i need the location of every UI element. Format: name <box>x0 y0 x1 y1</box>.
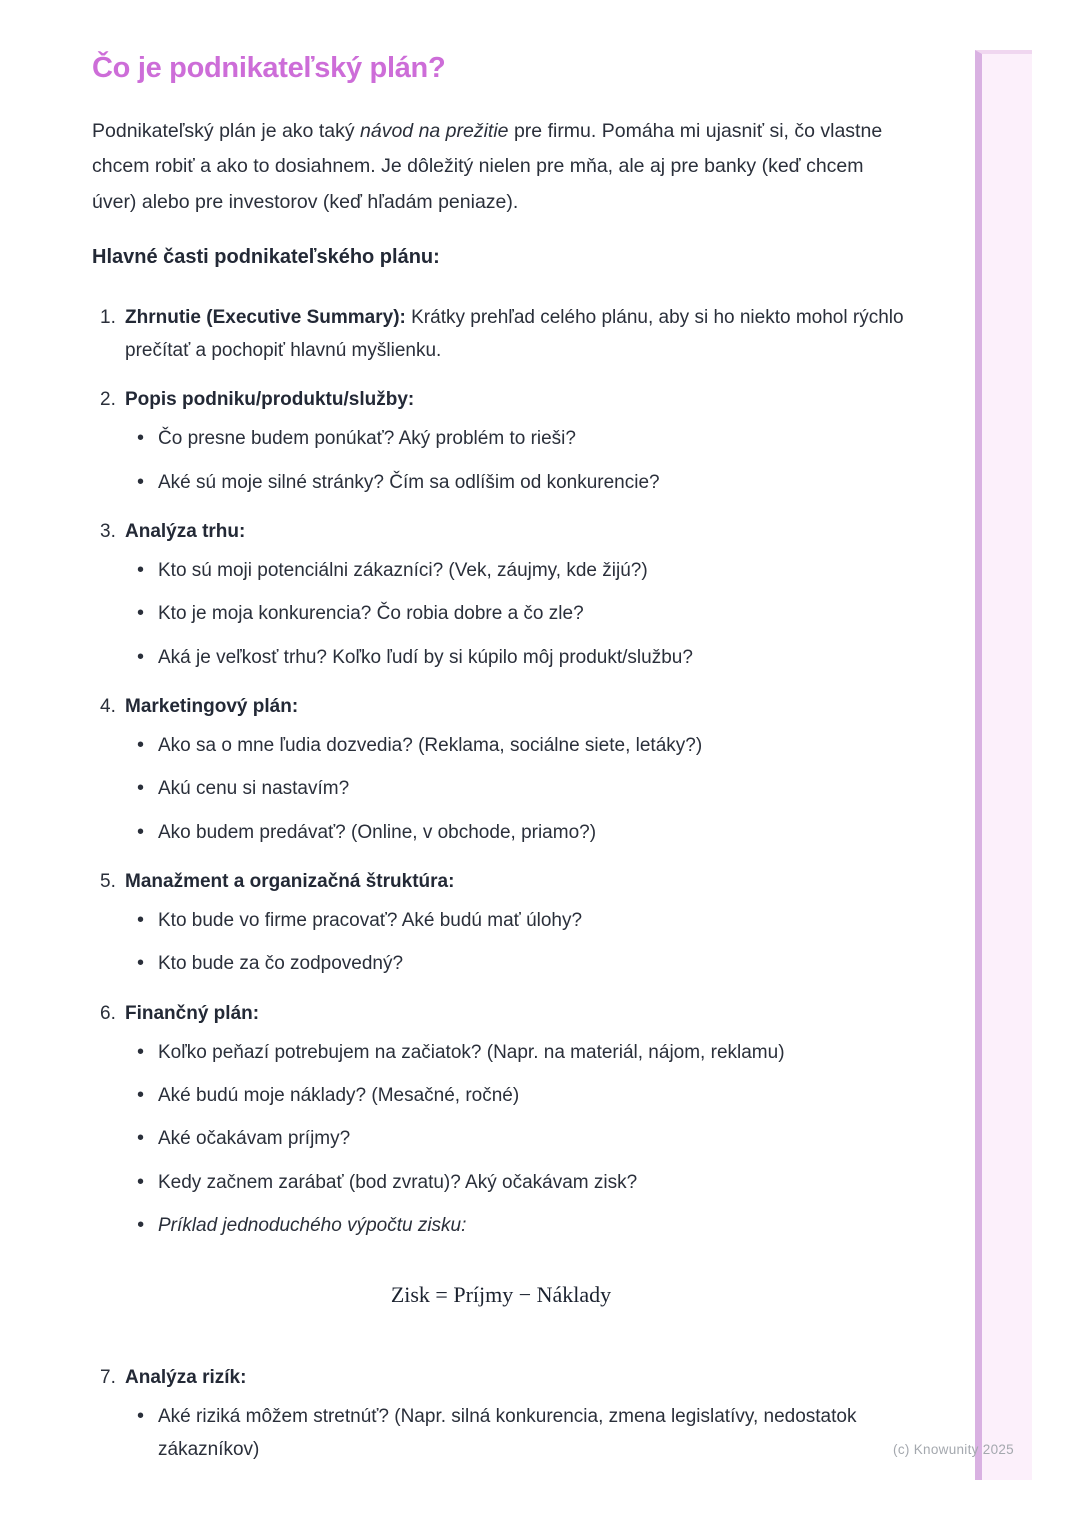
bullet-item: • Aké riziká môžem stretnúť? (Napr. silná konkurencia, zmena legislatívy, nedostatok zákazníkov) <box>92 1400 910 1467</box>
item-head <box>92 383 910 416</box>
bullet-item: • Aká je veľkosť trhu? Koľko ľudí by si kúpilo môj produkt/službu? <box>92 641 910 674</box>
profit-formula: Zisk = Príjmy − Náklady <box>390 1282 612 1308</box>
bullet-list <box>92 1036 910 1242</box>
bullet-item: • Aké budú moje náklady? (Mesačné, ročné) <box>92 1079 910 1112</box>
item-title: Marketingový plán: <box>125 695 299 717</box>
bullet-item-example: • Príklad jednoduchého výpočtu zisku: <box>92 1209 910 1242</box>
item-number: 2. <box>100 389 116 411</box>
bullet-item: • Kto bude vo firme pracovať? Aké budú mať úlohy? <box>92 904 910 937</box>
plan-list <box>92 301 910 1467</box>
item-head <box>92 1361 910 1394</box>
side-strip <box>975 50 1032 1480</box>
list-item-4 <box>92 690 910 849</box>
item-number: 5. <box>100 870 116 892</box>
item-number: 7. <box>100 1366 116 1388</box>
bullet-item: • Kto sú moji potenciálni zákazníci? (Vek, záujmy, kde žijú?) <box>92 554 910 587</box>
bullet-item: • Ako sa o mne ľudia dozvedia? (Reklama, sociálne siete, letáky?) <box>92 729 910 762</box>
item-head <box>92 515 910 548</box>
watermark: (c) Knowunity 2025 <box>893 1442 1014 1457</box>
item-text: Krátky prehľad celého plánu, aby si ho niekto mohol rýchlo prečítať a pochopiť hlavnú myšlienku. <box>125 306 904 361</box>
bullet-list <box>92 422 910 499</box>
item-title: Analýza rizík: <box>125 1366 247 1388</box>
item-title: Zhrnutie (Executive Summary): <box>125 306 406 328</box>
document-body <box>92 52 910 1482</box>
item-head <box>92 865 910 898</box>
bullet-item: • Čo presne budem ponúkať? Aký problém to rieši? <box>92 422 910 455</box>
intro-text-part1: Podnikateľský plán je ako taký <box>92 120 361 143</box>
item-number: 1. <box>100 306 116 328</box>
bullet-item: • Aké sú moje silné stránky? Čím sa odlíšim od konkurencie? <box>92 466 910 499</box>
item-head <box>92 997 910 1030</box>
bullet-item: • Kto bude za čo zodpovedný? <box>92 947 910 980</box>
list-item-3 <box>92 515 910 674</box>
bullet-list <box>92 729 910 849</box>
list-item-2 <box>92 383 910 499</box>
bullet-list <box>92 554 910 674</box>
intro-italic-phrase: návod na prežitie <box>360 120 509 143</box>
bullet-item: • Aké očakávam príjmy? <box>92 1122 910 1155</box>
item-head <box>92 690 910 723</box>
bullet-item: • Kedy začnem zarábať (bod zvratu)? Aký očakávam zisk? <box>92 1166 910 1199</box>
item-title: Manažment a organizačná štruktúra: <box>125 870 455 892</box>
list-item-5 <box>92 865 910 981</box>
item-number: 6. <box>100 1002 116 1024</box>
bullet-item: • Ako budem predávať? (Online, v obchode, priamo?) <box>92 816 910 849</box>
item-head <box>92 301 910 368</box>
section-heading: Hlavné časti podnikateľského plánu: <box>92 245 440 268</box>
list-item-1 <box>92 301 910 368</box>
item-title: Finančný plán: <box>125 1002 260 1024</box>
list-item-7 <box>92 1361 910 1467</box>
bullet-list <box>92 904 910 981</box>
bullet-item: • Akú cenu si nastavím? <box>92 772 910 805</box>
item-number: 4. <box>100 695 116 717</box>
bullet-item: • Koľko peňazí potrebujem na začiatok? (Napr. na materiál, nájom, reklamu) <box>92 1036 910 1069</box>
list-item-6 <box>92 997 910 1243</box>
intro-paragraph <box>92 114 910 219</box>
bullet-item: • Kto je moja konkurencia? Čo robia dobre a čo zle? <box>92 597 910 630</box>
item-title: Analýza trhu: <box>125 520 246 542</box>
bullet-list <box>92 1400 910 1467</box>
page-title: Čo je podnikateľský plán? <box>92 52 446 84</box>
intro-text-part2: pre firmu. Pomáha mi ujasniť si, čo vlastne chcem robiť a ako to dosiahnem. Je dôležitý nielen pre mňa, ale aj pre banky (keď chcem úver) alebo pre investorov (keď hľadám peniaze). <box>92 120 883 213</box>
item-number: 3. <box>100 520 116 542</box>
item-title: Popis podniku/produktu/služby: <box>125 389 415 411</box>
